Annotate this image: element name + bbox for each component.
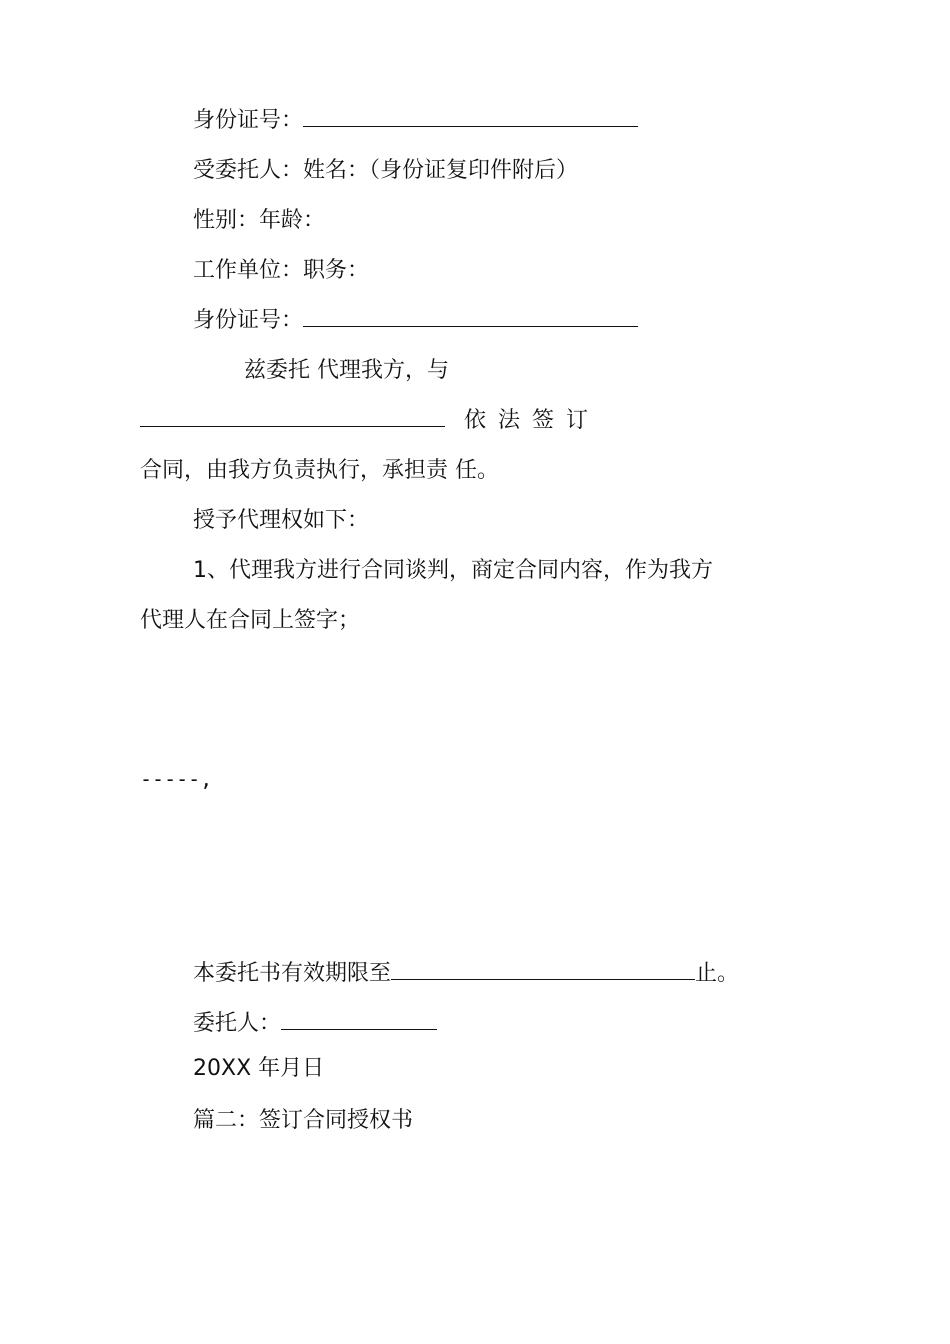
contract-line [140, 456, 499, 486]
validity-blank [391, 959, 695, 980]
entrust-line [244, 356, 449, 386]
validity-suffix: 止。 [695, 961, 740, 986]
validity-prefix: 本委托书有效期限至 [193, 961, 392, 986]
counterparty-row [140, 406, 600, 436]
principal-id-row [193, 106, 638, 136]
next-section-title-text: 篇二：签订合同授权书 [193, 1108, 414, 1133]
date-text: 20XX 年月日 [193, 1056, 325, 1081]
item1-line2 [140, 606, 360, 636]
sign-text: 依法签订 [464, 408, 601, 433]
grant-heading-text: 授予代理权如下： [193, 508, 370, 533]
next-section-title [193, 1106, 413, 1136]
principal-id-blank [303, 106, 638, 127]
dashes-line [140, 764, 212, 794]
principal-sign-row [193, 1009, 437, 1039]
item1-text-2: 代理人在合同上签字； [140, 608, 361, 633]
contract-text: 合同，由我方负责执行，承担责 任。 [140, 458, 499, 483]
principal-id-label: 身份证号： [193, 108, 304, 133]
grant-heading [193, 506, 369, 536]
agent-name-row [193, 156, 578, 186]
item1-text-1: 1、代理我方进行合同谈判，商定合同内容，作为我方 [193, 558, 713, 583]
dashes-text: -----, [140, 767, 213, 791]
agent-id-blank [303, 306, 638, 327]
agent-id-label: 身份证号： [193, 308, 304, 333]
validity-row [193, 959, 739, 989]
agent-workplace-row [193, 256, 369, 286]
agent-name-label: 受委托人：姓名：（身份证复印件附后） [193, 158, 579, 183]
agent-workplace-label: 工作单位：职务： [193, 258, 370, 283]
entrust-text: 兹委托 代理我方，与 [244, 358, 449, 383]
agent-id-row [193, 306, 638, 336]
date-row [193, 1054, 324, 1084]
agent-gender-age-row [193, 206, 325, 236]
principal-sign-label: 委托人： [193, 1011, 282, 1036]
counterparty-blank [140, 406, 445, 427]
principal-sign-blank [281, 1009, 437, 1030]
agent-gender-age-label: 性别：年龄： [193, 208, 326, 233]
item1-line1 [193, 556, 713, 586]
